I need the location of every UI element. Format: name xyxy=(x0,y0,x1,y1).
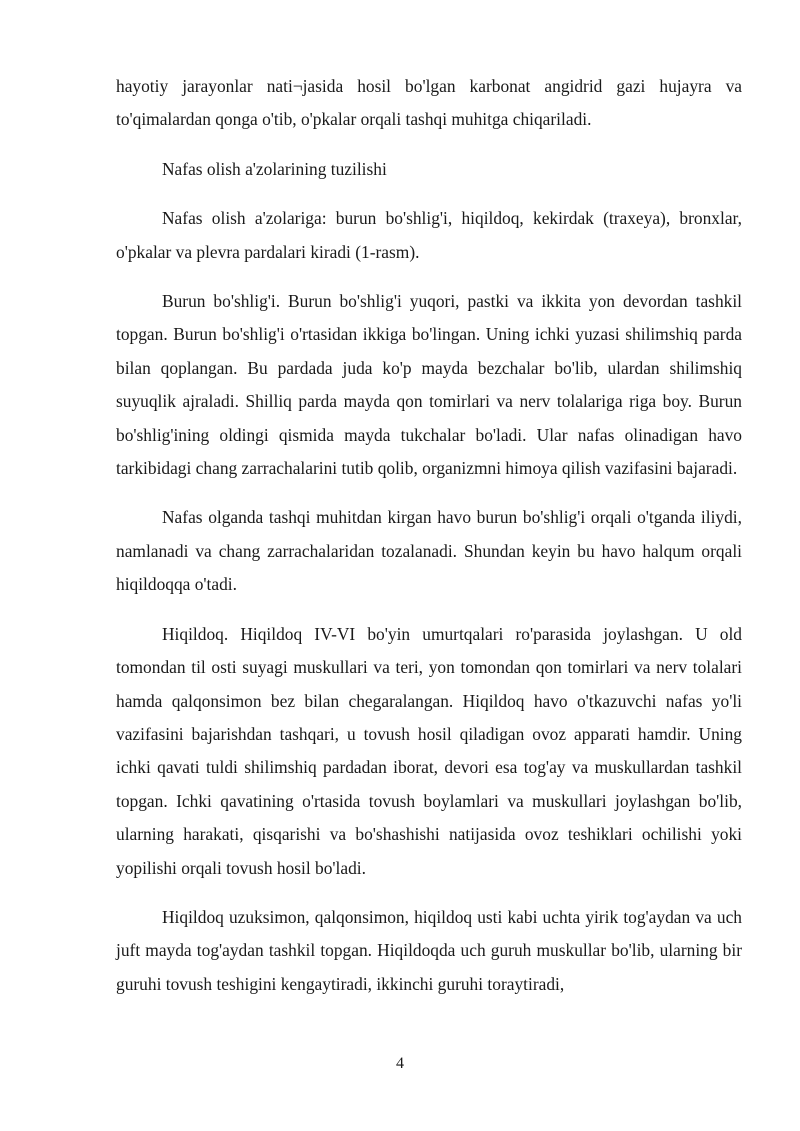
paragraph-inhaled-air: Nafas olganda tashqi muhitdan kirgan havo burun bo'shlig'i orqali o'tganda iliydi, namlanadi va chang zarrachalaridan tozalanadi. Shundan keyin bu havo halqum orqali hiqildoqqa o'tadi. xyxy=(116,507,742,595)
page-number: 4 xyxy=(396,1055,404,1072)
paragraph-continuation: hayotiy jarayonlar nati¬jasida hosil bo'lgan karbonat angidrid gazi hujayra va to'qimalardan qonga o'tib, o'pkalar orqali tashqi muhitga chiqariladi. xyxy=(116,76,742,130)
section-heading: Nafas olish a'zolarining tuzilishi xyxy=(162,158,387,179)
page-body xyxy=(116,70,742,1001)
paragraph-larynx: Hiqildoq. Hiqildoq IV-VI bo'yin umurtqalari ro'parasida joylashgan. U old tomondan til osti suyagi muskullari va teri, yon tomondan qon tomirlari va nerv tolalari hamda qalqonsimon bez bilan chegaralangan. Hiqildoq havo o'tkazuvchi nafas yo'li vazifasini bajarishdan tashqari, u tovush hosil qiladigan ovoz apparati hamdir. Uning ichki qavati tuldi shilimshiq pardadan iborat, devori esa tog'ay va muskullardan tashkil topgan. Ichki qavatining o'rtasida tovush boylamlari va muskullari joylashgan bo'lib, ularning harakati, qisqarishi va bo'shashishi natijasida ovoz teshiklari ochilishi yoki yopilishi orqali tovush hosil bo'ladi. xyxy=(116,623,742,878)
paragraph-organs-list: Nafas olish a'zolariga: burun bo'shlig'i, hiqildoq, kekirdak (traxeya), bronxlar, o'pkalar va plevra pardalari kiradi (1-rasm). xyxy=(116,208,742,262)
paragraph-nasal-cavity: Burun bo'shlig'i. Burun bo'shlig'i yuqori, pastki va ikkita yon devordan tashkil topgan. Burun bo'shlig'i o'rtasidan ikkiga bo'lingan. Uning ichki yuzasi shilimshiq parda bilan qoplangan. Bu pardada juda ko'p mayda bezchalar bo'lib, ulardan shilimshiq suyuqlik ajraladi. Shilliq parda mayda qon tomirlari va nerv tolalariga riga boy. Burun bo'shlig'ining oldingi qismida mayda tukchalar bo'ladi. Ular nafas olinadigan havo tarkibidagi chang zarrachalarini tutib qolib, organizmni himoya qilish vazifasini bajaradi. xyxy=(116,291,742,479)
paragraph-larynx-cartilage: Hiqildoq uzuksimon, qalqonsimon, hiqildoq usti kabi uchta yirik tog'aydan va uch juft mayda tog'aydan tashkil topgan. Hiqildoqda uch guruh muskullar bo'lib, ularning bir guruhi tovush teshigini kengaytiradi, ikkinchi guruhi toraytiradi, xyxy=(116,906,742,994)
